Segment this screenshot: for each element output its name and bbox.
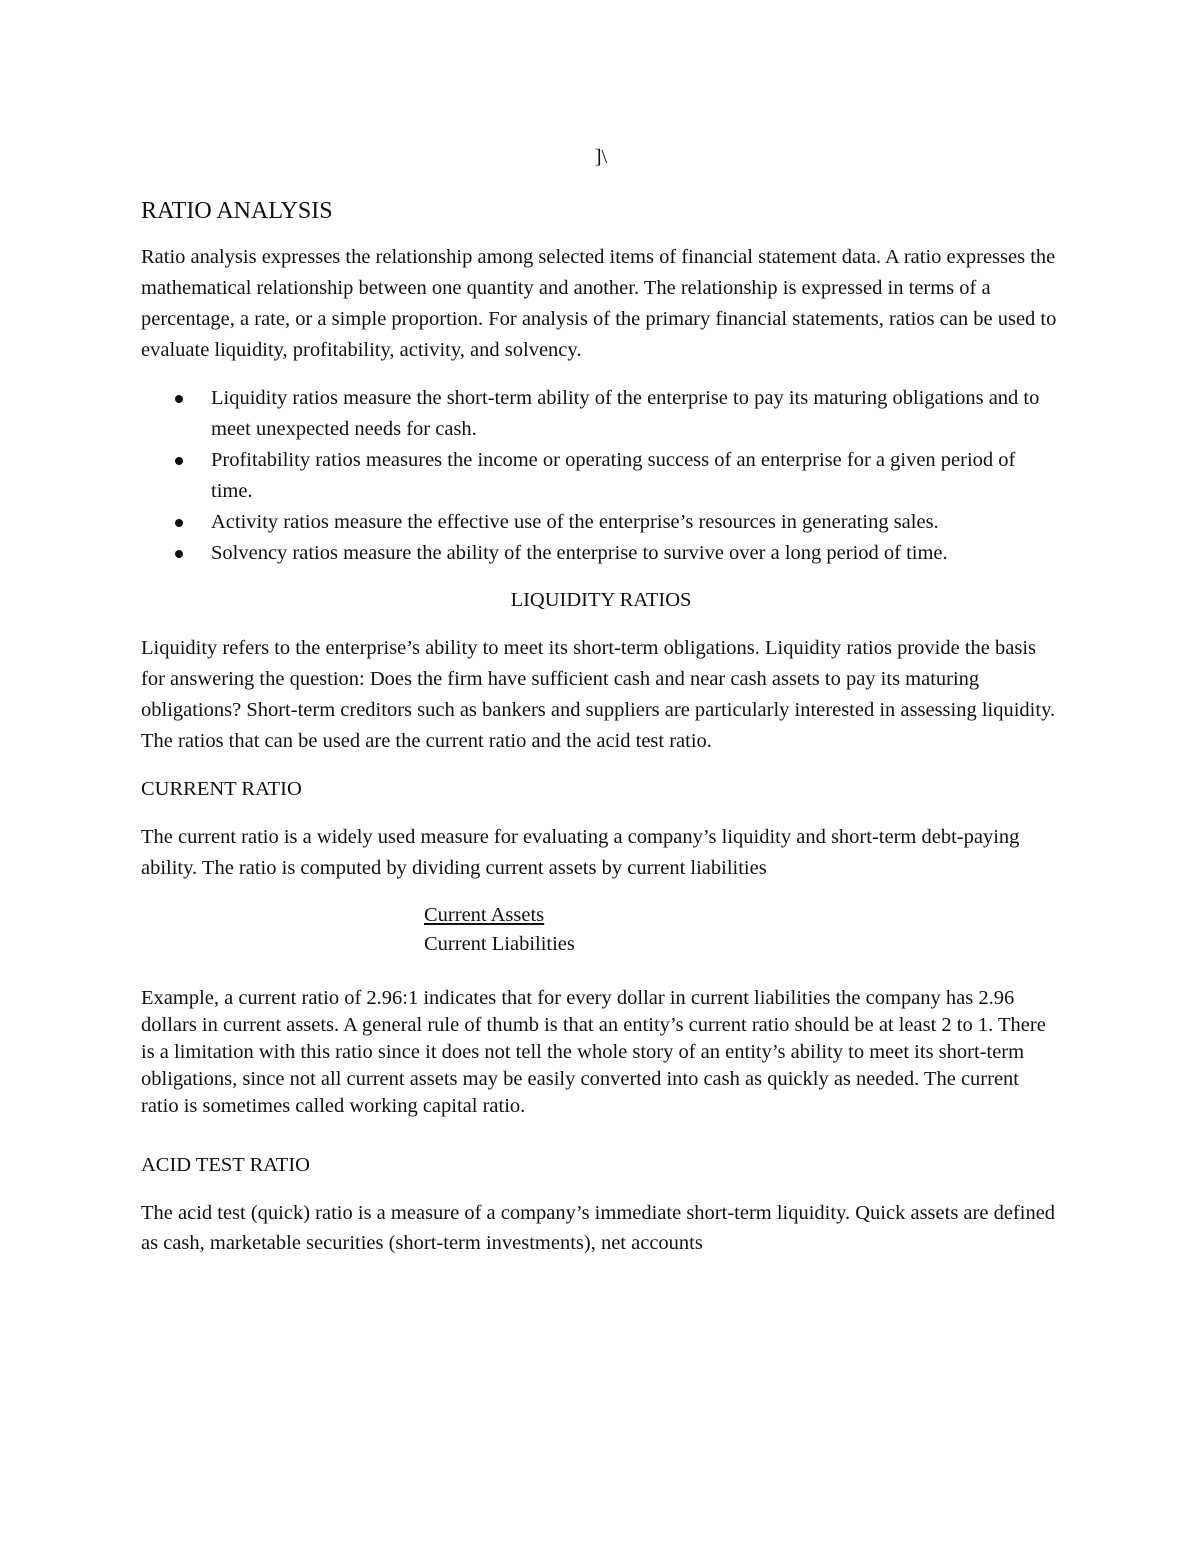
- formula-numerator: Current Assets: [424, 904, 545, 926]
- ratio-types-list: [141, 383, 1061, 569]
- list-item: [141, 507, 1061, 538]
- bullet-icon: [175, 550, 183, 558]
- formula-denominator: Current Liabilities: [424, 933, 575, 955]
- list-item-text: Solvency ratios measure the ability of the enterprise to survive over a long period of time.: [211, 542, 948, 564]
- bullet-icon: [175, 395, 183, 403]
- list-item-text: Profitability ratios measures the income or operating success of an enterprise for a given period of time.: [211, 449, 1016, 502]
- bullet-icon: [175, 519, 183, 527]
- liquidity-paragraph: Liquidity refers to the enterprise’s ability to meet its short-term obligations. Liquidity ratios provide the basis for answering the question: Does the firm have sufficient cash and near cash assets to pay its maturing obligations? Short-term creditors such as bankers and suppliers are particularly interested in assessing liquidity. The ratios that can be used are the current ratio and the acid test ratio.: [141, 637, 1056, 752]
- list-item-text: Activity ratios measure the effective use of the enterprise’s resources in generating sales.: [211, 511, 939, 533]
- list-item-text: Liquidity ratios measure the short-term ability of the enterprise to pay its maturing obligations and to meet unexpected needs for cash.: [211, 387, 1040, 440]
- bullet-icon: [175, 457, 183, 465]
- list-item: [141, 538, 1061, 569]
- intro-paragraph: Ratio analysis expresses the relationship among selected items of financial statement data. A ratio expresses the mathematical relationship between one quantity and another. The relationship is expressed in terms of a percentage, a rate, or a simple proportion. For analysis of the primary financial statements, ratios can be used to evaluate liquidity, profitability, activity, and solvency.: [141, 246, 1057, 361]
- acid-test-paragraph: The acid test (quick) ratio is a measure of a company’s immediate short-term liquidity. Quick assets are defined as cash, marketable securities (short-term investments), net accounts: [141, 1202, 1056, 1254]
- list-item: [141, 445, 1061, 507]
- current-ratio-heading: CURRENT RATIO: [141, 778, 302, 800]
- example-paragraph: Example, a current ratio of 2.96:1 indicates that for every dollar in current liabilities the company has 2.96 dollars in current assets. A general rule of thumb is that an entity’s current ratio should be at least 2 to 1. There is a limitation with this ratio since it does not tell the whole story of an entity’s ability to meet its short-term obligations, since not all current assets may be easily converted into cash as quickly as needed. The current ratio is sometimes called working capital ratio.: [141, 987, 1046, 1117]
- page-marker: ]\: [594, 146, 608, 168]
- current-ratio-formula: [424, 901, 1061, 959]
- liquidity-heading: LIQUIDITY RATIOS: [510, 589, 692, 611]
- current-ratio-paragraph: The current ratio is a widely used measure for evaluating a company’s liquidity and short-term debt-paying ability. The ratio is computed by dividing current assets by current liabilities: [141, 826, 1020, 879]
- page-title: RATIO ANALYSIS: [141, 198, 333, 224]
- acid-test-heading: ACID TEST RATIO: [141, 1154, 310, 1176]
- list-item: [141, 383, 1061, 445]
- document-page: [141, 140, 1061, 1275]
